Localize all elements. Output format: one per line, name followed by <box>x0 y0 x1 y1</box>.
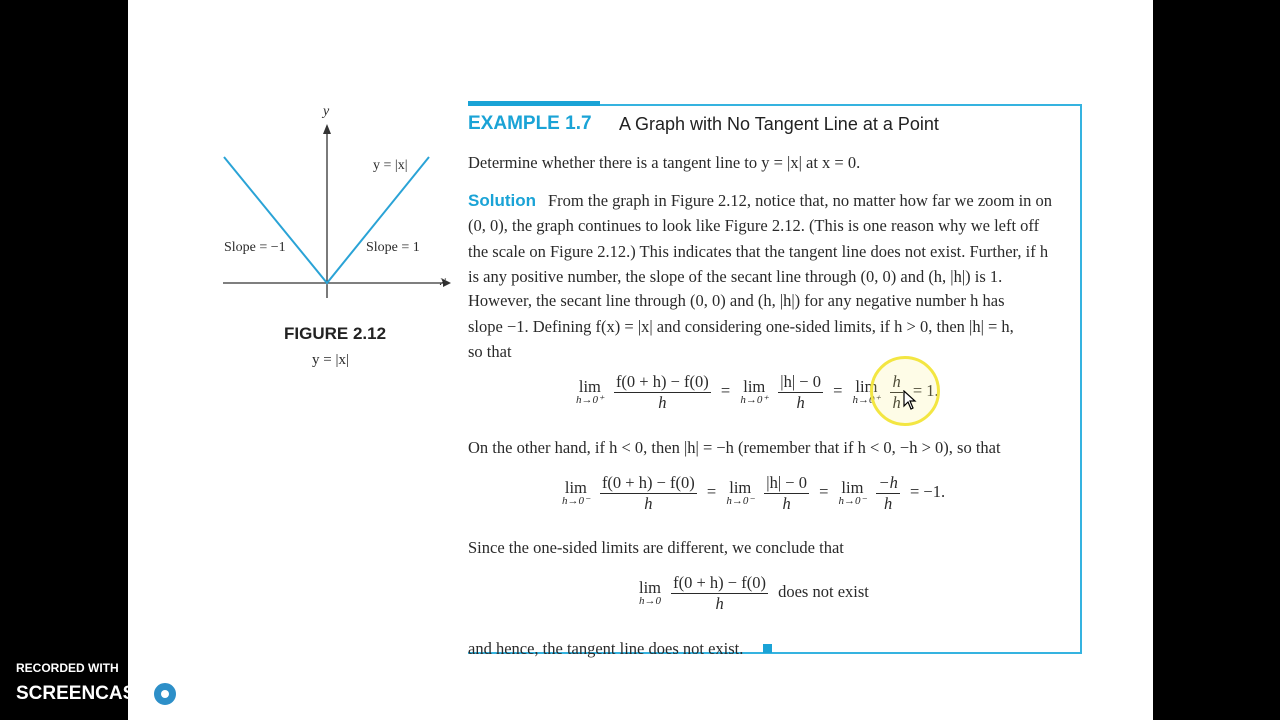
other-hand-text: On the other hand, if h < 0, then |h| = −h (remember that if h < 0, −h > 0), so that <box>468 438 1001 457</box>
right-slope-label: Slope = 1 <box>366 240 420 255</box>
solution-line-3: the scale on Figure 2.12.) This indicates that the tangent line does not exist. Further, if h <box>468 242 1049 261</box>
brand-right: MATIC <box>182 683 242 704</box>
curve-label: y = |x| <box>373 158 408 173</box>
solution-line-6: slope −1. Defining f(x) = |x| and considering one-sided limits, if h > 0, then |h| = h, <box>468 317 1014 336</box>
conclusion-text: Since the one-sided limits are different, we conclude that <box>468 538 844 557</box>
end-of-example-marker <box>763 644 772 653</box>
solution-line-4: is any positive number, the slope of the secant line through (0, 0) and (h, |h|) is 1. <box>468 267 1003 286</box>
y-axis-label: y <box>323 104 330 119</box>
recorded-with-text: RECORDED WITH <box>16 661 119 675</box>
x-axis-label: x <box>440 274 447 289</box>
solution-line-2: (0, 0), the graph continues to look like Figure 2.12. (This is one reason why we left off <box>468 216 1040 235</box>
equation-left-limit: lim h→0⁻ $\frac{f(0 + h) - f(0)}{h}$ = lim h→0⁻ $\frac{|h| - 0}{h}$ = lim h→0⁻ $\frac{-h}{h}$ = −1. <box>562 473 946 513</box>
example-title: A Graph with No Tangent Line at a Point <box>619 114 939 134</box>
final-text: and hence, the tangent line does not exist. <box>468 639 744 658</box>
equation-two-sided-limit: lim h→0 $\frac{f(0 + h) - f(0)}{h}$ does not exist <box>639 573 869 613</box>
equation-right-limit: lim h→0⁺ $\frac{f(0 + h) - f(0)}{h}$ = lim h→0⁺ $\frac{|h| - 0}{h}$ = lim h→0⁺ $\frac{h}{h}$ = 1. <box>576 372 939 412</box>
solution-line-1: From the graph in Figure 2.12, notice that, no matter how far we zoom in on <box>548 191 1053 210</box>
example-top-bar <box>468 101 600 106</box>
example-label: EXAMPLE 1.7 <box>468 113 592 134</box>
example-prompt: Determine whether there is a tangent line to y = |x| at x = 0. <box>468 153 861 172</box>
solution-line-7: so that <box>468 342 512 361</box>
y-axis-arrow <box>323 124 331 134</box>
brand-left: SCREENCAST <box>16 683 147 704</box>
figure-caption-eq: y = |x| <box>312 352 349 368</box>
solution-label: Solution <box>468 191 536 210</box>
solution-line-5: However, the secant line through (0, 0) and (h, |h|) for any negative number h has <box>468 291 1005 310</box>
abs-value-graph <box>215 100 455 300</box>
left-slope-label: Slope = −1 <box>224 240 286 255</box>
screencast-o-icon <box>151 680 179 708</box>
figure-caption-title: FIGURE 2.12 <box>284 324 387 343</box>
mouse-cursor-icon <box>903 390 917 410</box>
screencast-logo <box>16 680 242 708</box>
